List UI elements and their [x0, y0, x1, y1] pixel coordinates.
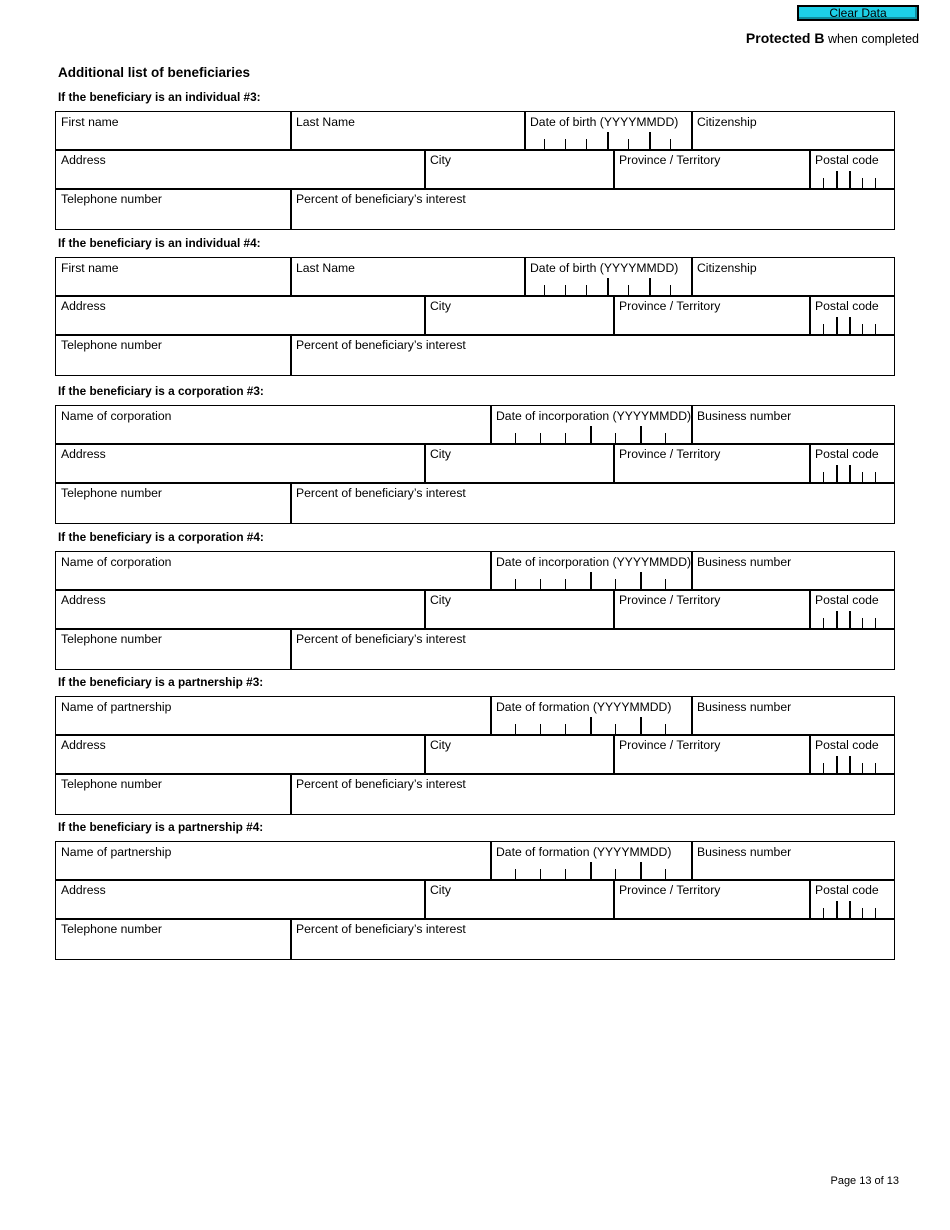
percent-interest-field[interactable]	[290, 334, 895, 376]
postal-code-field-label: Postal code	[815, 593, 879, 607]
date-of-birth-field-label: Date of birth (YYYYMMDD)	[530, 115, 679, 129]
digit-separator-tick	[590, 862, 592, 880]
digit-separator-tick	[640, 717, 642, 735]
province-field-label: Province / Territory	[619, 447, 721, 461]
telephone-field-label: Telephone number	[61, 777, 162, 791]
digit-separator-tick	[849, 901, 851, 919]
digit-separator-tick	[590, 717, 592, 735]
digit-separator-tick	[849, 756, 851, 774]
date-field[interactable]	[490, 405, 693, 445]
business-number-field[interactable]	[691, 841, 895, 881]
clear-data-button[interactable]: Clear Data	[797, 5, 919, 21]
name-field[interactable]	[55, 696, 492, 736]
telephone-field-label: Telephone number	[61, 486, 162, 500]
protected-b-notice	[746, 30, 919, 46]
postal-code-field[interactable]	[809, 295, 895, 336]
address-field[interactable]	[55, 589, 426, 630]
postal-code-field-label: Postal code	[815, 153, 879, 167]
postal-code-field[interactable]	[809, 589, 895, 630]
citizenship-field-label: Citizenship	[697, 261, 757, 275]
date-of-birth-field-label: Date of birth (YYYYMMDD)	[530, 261, 679, 275]
section-title: If the beneficiary is a partnership #3:	[58, 675, 264, 689]
province-field-label: Province / Territory	[619, 738, 721, 752]
page-title: Additional list of beneficiaries	[58, 65, 251, 80]
telephone-field-label: Telephone number	[61, 632, 162, 646]
address-field-label: Address	[61, 447, 106, 461]
date-field-label: Date of incorporation (YYYYMMDD)	[496, 409, 692, 423]
section-title: If the beneficiary is an individual #3:	[58, 90, 261, 104]
address-field-label: Address	[61, 738, 106, 752]
last-name-field-label: Last Name	[296, 115, 355, 129]
section-title: If the beneficiary is a corporation #3:	[58, 384, 264, 398]
telephone-field[interactable]	[55, 334, 292, 376]
page-number: Page 13 of 13	[830, 1175, 899, 1187]
business-number-field[interactable]	[691, 405, 895, 445]
digit-separator-tick	[640, 862, 642, 880]
address-field[interactable]	[55, 149, 426, 190]
postal-code-field-label: Postal code	[815, 299, 879, 313]
address-field[interactable]	[55, 734, 426, 775]
address-field[interactable]	[55, 879, 426, 920]
province-field[interactable]	[613, 734, 811, 775]
name-field-label: Name of corporation	[61, 555, 172, 569]
digit-separator-tick	[836, 901, 838, 919]
postal-code-field-label: Postal code	[815, 447, 879, 461]
beneficiary-block	[55, 841, 895, 960]
telephone-field[interactable]	[55, 918, 292, 960]
province-field[interactable]	[613, 149, 811, 190]
business-number-field[interactable]	[691, 696, 895, 736]
business-number-field-label: Business number	[697, 845, 792, 859]
last-name-field-label: Last Name	[296, 261, 355, 275]
province-field-label: Province / Territory	[619, 593, 721, 607]
first-name-field[interactable]	[55, 111, 292, 151]
digit-separator-tick	[640, 426, 642, 444]
postal-code-field[interactable]	[809, 734, 895, 775]
postal-code-field-label: Postal code	[815, 883, 879, 897]
city-field[interactable]	[424, 295, 615, 336]
first-name-field-label: First name	[61, 115, 119, 129]
percent-interest-field-label: Percent of beneficiary’s interest	[296, 192, 466, 206]
digit-separator-tick	[590, 426, 592, 444]
postal-code-field-label: Postal code	[815, 738, 879, 752]
beneficiary-block	[55, 111, 895, 230]
address-field-label: Address	[61, 883, 106, 897]
digit-separator-tick	[640, 572, 642, 590]
date-field-label: Date of formation (YYYYMMDD)	[496, 700, 672, 714]
telephone-field[interactable]	[55, 773, 292, 815]
percent-interest-field-label: Percent of beneficiary’s interest	[296, 777, 466, 791]
digit-separator-tick	[836, 465, 838, 483]
digit-separator-tick	[836, 756, 838, 774]
last-name-field[interactable]	[290, 111, 526, 151]
digit-separator-tick	[849, 317, 851, 335]
digit-separator-tick	[649, 278, 651, 296]
digit-separator-tick	[649, 132, 651, 150]
city-field[interactable]	[424, 443, 615, 484]
city-field-label: City	[430, 299, 451, 313]
percent-interest-field-label: Percent of beneficiary’s interest	[296, 338, 466, 352]
postal-code-field[interactable]	[809, 443, 895, 484]
telephone-field-label: Telephone number	[61, 338, 162, 352]
date-of-birth-field[interactable]	[524, 257, 693, 297]
address-field-label: Address	[61, 593, 106, 607]
digit-separator-tick	[607, 132, 609, 150]
telephone-field-label: Telephone number	[61, 192, 162, 206]
digit-separator-tick	[836, 317, 838, 335]
protected-b-label: Protected B	[745, 30, 825, 46]
digit-separator-tick	[836, 611, 838, 629]
name-field[interactable]	[55, 841, 492, 881]
address-field[interactable]	[55, 295, 426, 336]
last-name-field[interactable]	[290, 257, 526, 297]
percent-interest-field[interactable]	[290, 918, 895, 960]
beneficiary-block	[55, 551, 895, 670]
percent-interest-field[interactable]	[290, 773, 895, 815]
digit-separator-tick	[849, 171, 851, 189]
citizenship-field[interactable]	[691, 111, 895, 151]
beneficiary-block	[55, 257, 895, 376]
digit-separator-tick	[849, 465, 851, 483]
city-field-label: City	[430, 593, 451, 607]
beneficiary-block	[55, 405, 895, 524]
name-field-label: Name of partnership	[61, 700, 172, 714]
province-field-label: Province / Territory	[619, 883, 721, 897]
digit-separator-tick	[607, 278, 609, 296]
name-field-label: Name of corporation	[61, 409, 172, 423]
province-field[interactable]	[613, 295, 811, 336]
percent-interest-field-label: Percent of beneficiary’s interest	[296, 632, 466, 646]
city-field[interactable]	[424, 149, 615, 190]
city-field-label: City	[430, 153, 451, 167]
business-number-field[interactable]	[691, 551, 895, 591]
address-field-label: Address	[61, 299, 106, 313]
business-number-field-label: Business number	[697, 409, 792, 423]
province-field-label: Province / Territory	[619, 153, 721, 167]
address-field-label: Address	[61, 153, 106, 167]
province-field-label: Province / Territory	[619, 299, 721, 313]
date-of-birth-field[interactable]	[524, 111, 693, 151]
date-field[interactable]	[490, 841, 693, 881]
province-field[interactable]	[613, 879, 811, 920]
first-name-field-label: First name	[61, 261, 119, 275]
telephone-field[interactable]	[55, 188, 292, 230]
telephone-field[interactable]	[55, 628, 292, 670]
address-field[interactable]	[55, 443, 426, 484]
city-field-label: City	[430, 738, 451, 752]
date-field-label: Date of incorporation (YYYYMMDD)	[496, 555, 692, 569]
citizenship-field[interactable]	[691, 257, 895, 297]
percent-interest-field-label: Percent of beneficiary’s interest	[296, 922, 466, 936]
section-title: If the beneficiary is an individual #4:	[58, 236, 261, 250]
city-field-label: City	[430, 883, 451, 897]
telephone-field-label: Telephone number	[61, 922, 162, 936]
digit-separator-tick	[836, 171, 838, 189]
protected-b-suffix: when completed	[824, 32, 919, 46]
date-field-label: Date of formation (YYYYMMDD)	[496, 845, 672, 859]
beneficiary-block	[55, 696, 895, 815]
section-title: If the beneficiary is a partnership #4:	[58, 820, 264, 834]
digit-separator-tick	[849, 611, 851, 629]
city-field[interactable]	[424, 589, 615, 630]
name-field-label: Name of partnership	[61, 845, 172, 859]
citizenship-field-label: Citizenship	[697, 115, 757, 129]
city-field[interactable]	[424, 734, 615, 775]
percent-interest-field[interactable]	[290, 188, 895, 230]
city-field[interactable]	[424, 879, 615, 920]
business-number-field-label: Business number	[697, 700, 792, 714]
section-title: If the beneficiary is a corporation #4:	[58, 530, 264, 544]
postal-code-field[interactable]	[809, 879, 895, 920]
name-field[interactable]	[55, 405, 492, 445]
date-field[interactable]	[490, 551, 693, 591]
digit-separator-tick	[590, 572, 592, 590]
date-field[interactable]	[490, 696, 693, 736]
province-field[interactable]	[613, 589, 811, 630]
percent-interest-field-label: Percent of beneficiary’s interest	[296, 486, 466, 500]
percent-interest-field[interactable]	[290, 628, 895, 670]
percent-interest-field[interactable]	[290, 482, 895, 524]
telephone-field[interactable]	[55, 482, 292, 524]
business-number-field-label: Business number	[697, 555, 792, 569]
first-name-field[interactable]	[55, 257, 292, 297]
province-field[interactable]	[613, 443, 811, 484]
postal-code-field[interactable]	[809, 149, 895, 190]
name-field[interactable]	[55, 551, 492, 591]
city-field-label: City	[430, 447, 451, 461]
